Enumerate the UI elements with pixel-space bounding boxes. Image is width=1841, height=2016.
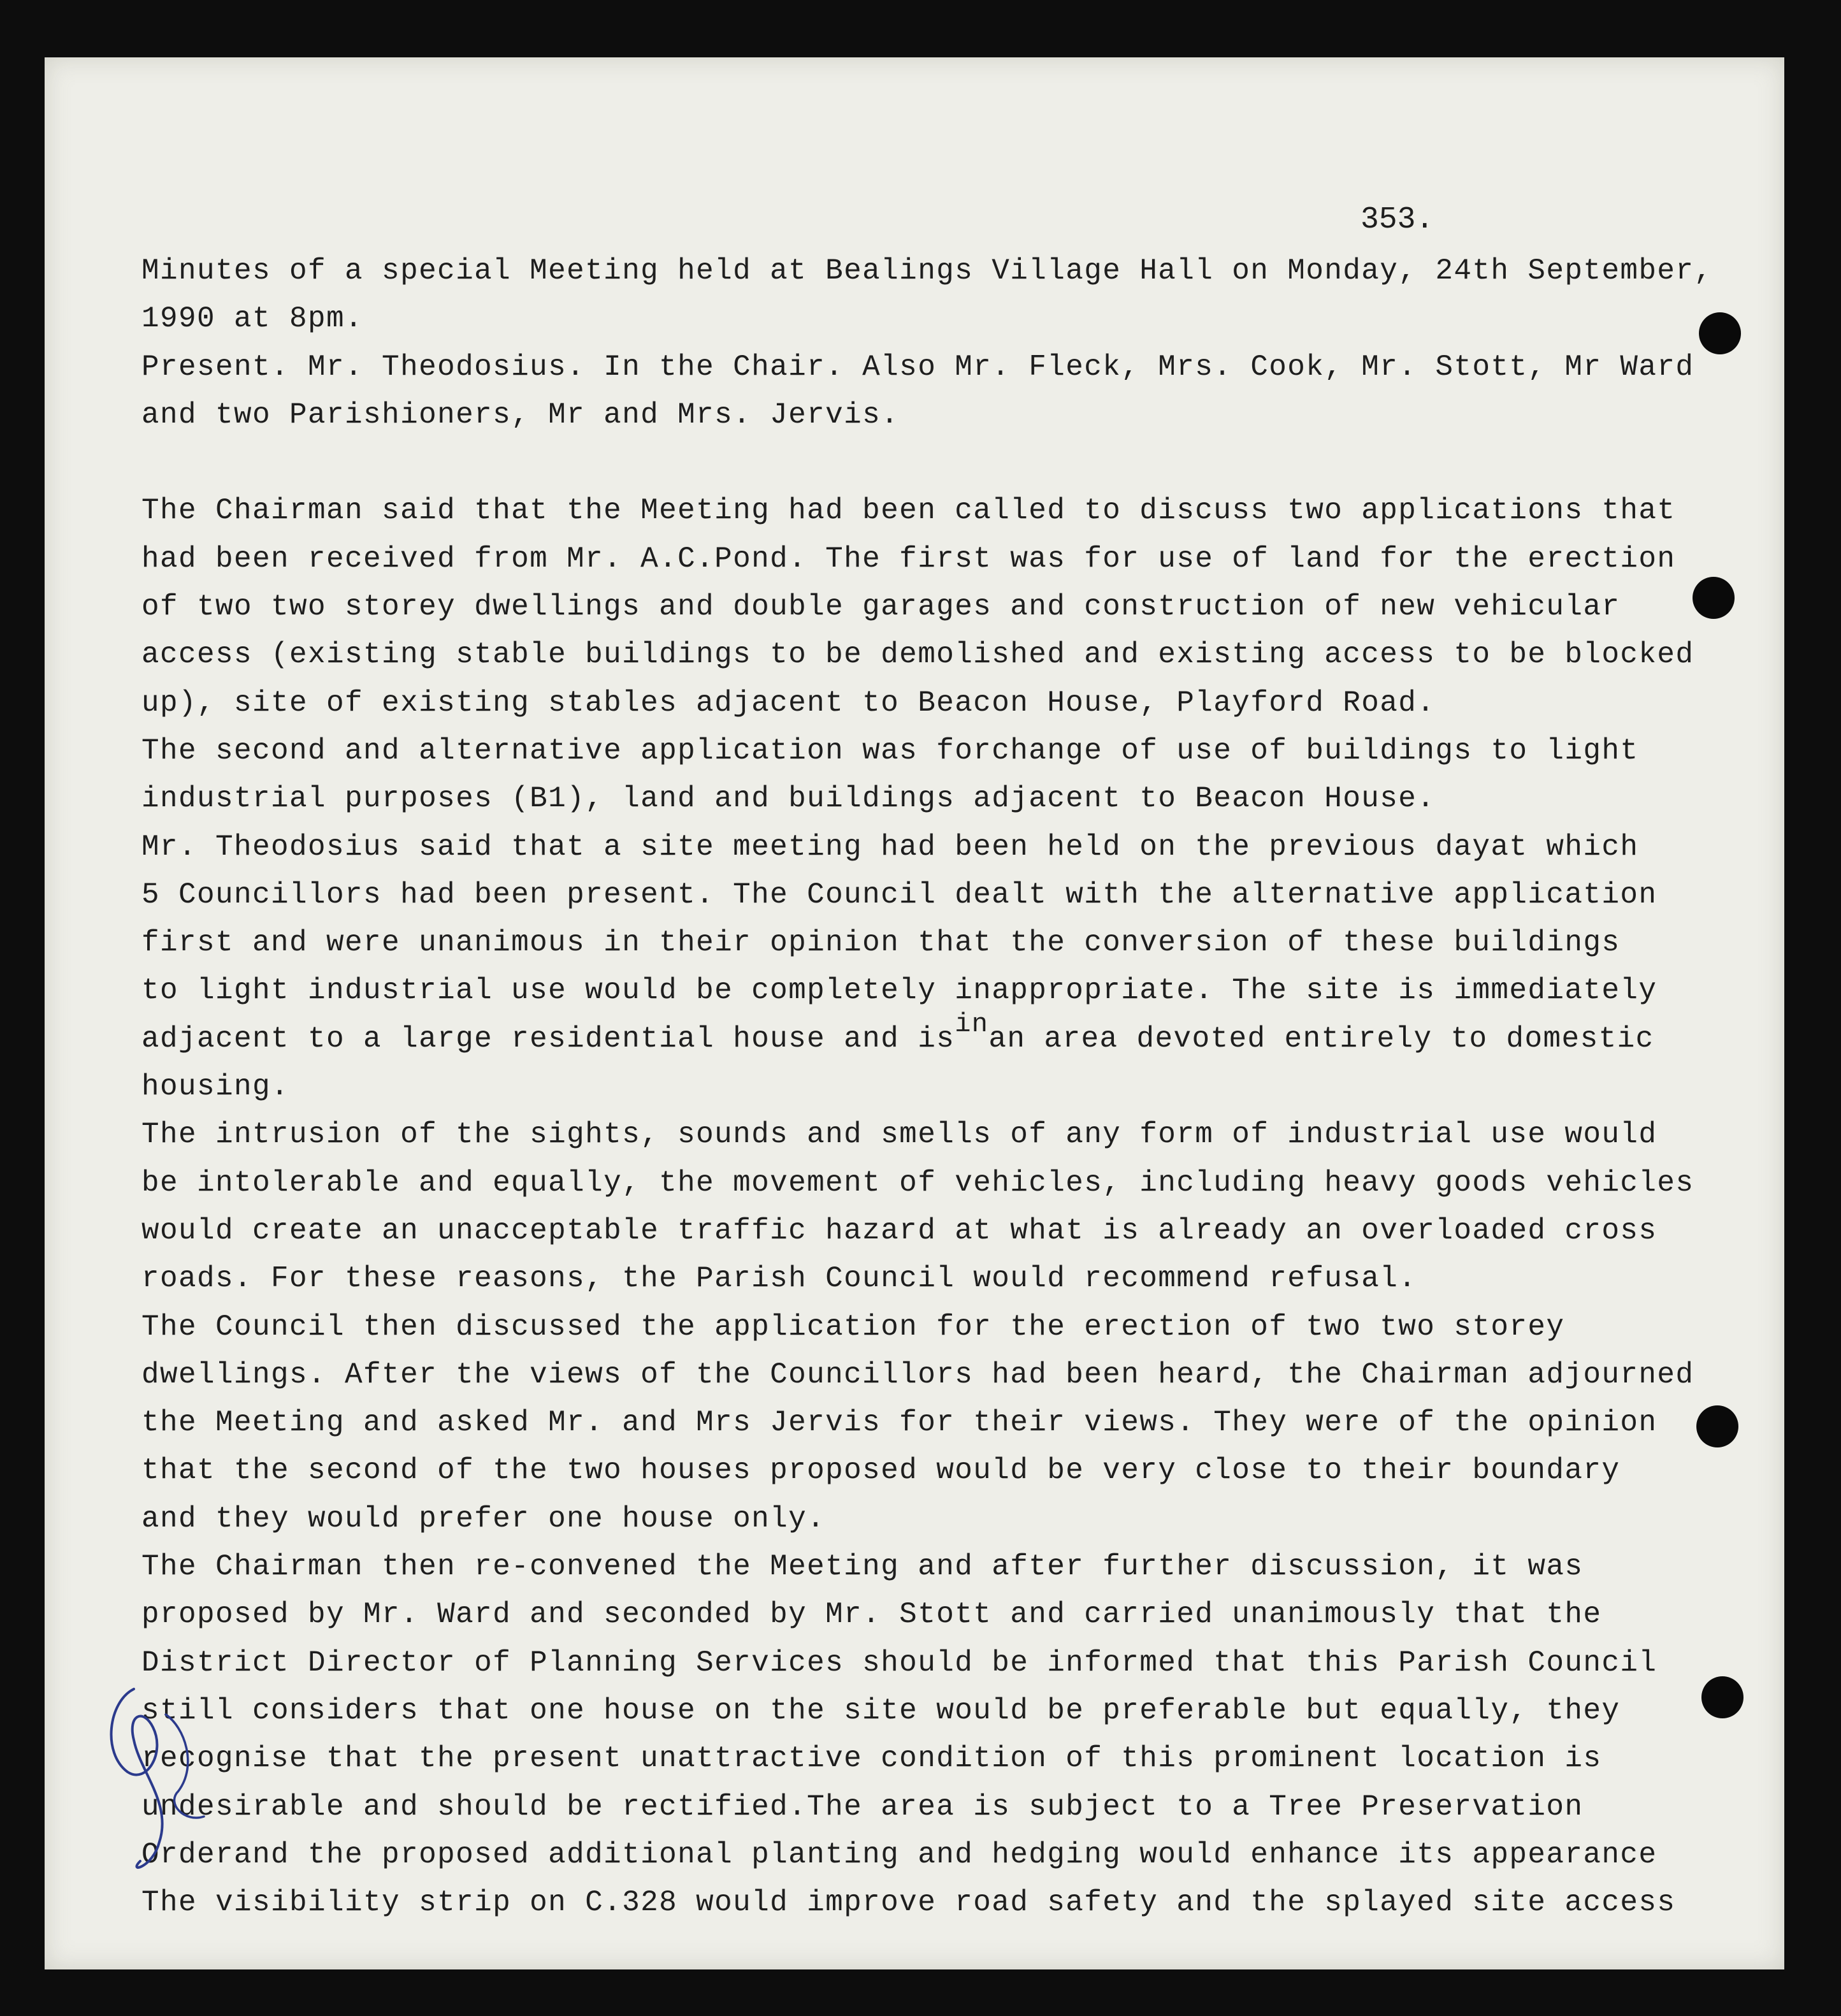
body-line-part: an area devoted entirely to domestic: [988, 1022, 1654, 1055]
body-line: The visibility strip on C.328 would improve road safety and the splayed site access: [141, 1886, 1676, 1920]
body-line: District Director of Planning Services should be informed that this Parish Council: [141, 1646, 1657, 1679]
handwritten-pen-mark: [89, 1676, 255, 1887]
paragraph-gap: [141, 439, 1811, 487]
body-line: the Meeting and asked Mr. and Mrs Jervis for their views. They were of the opinion: [141, 1406, 1657, 1440]
present-line-2: and two Parishioners, Mr and Mrs. Jervis.: [141, 398, 900, 431]
present-line-1: Present. Mr. Theodosius. In the Chair. Also Mr. Fleck, Mrs. Cook, Mr. Stott, Mr Ward: [141, 350, 1694, 384]
body-line: Orderand the proposed additional planting and hedging would enhance its appearance: [141, 1838, 1657, 1871]
body-line: recognise that the present unattractive condition of this prominent location is: [141, 1742, 1602, 1776]
body-line: undesirable and should be rectified.The area is subject to a Tree Preservation: [141, 1790, 1584, 1824]
body-line: would create an unacceptable traffic hazard at what is already an overloaded cross: [141, 1214, 1657, 1247]
body-line: roads. For these reasons, the Parish Council would recommend refusal.: [141, 1262, 1417, 1296]
body-line: The Council then discussed the application for the erection of two two storey: [141, 1310, 1565, 1344]
minutes-text: [141, 247, 1811, 1927]
heading-line-2: 1990 at 8pm.: [141, 302, 364, 336]
page-number: 353.: [1361, 203, 1434, 237]
document-page: [45, 57, 1784, 1969]
body-line-with-insertion: [141, 1008, 1811, 1063]
body-line: up), site of existing stables adjacent to Beacon House, Playford Road.: [141, 686, 1436, 720]
body-line: that the second of the two houses proposed would be very close to their boundary: [141, 1454, 1621, 1488]
body-line: housing.: [141, 1070, 290, 1104]
body-line-part: adjacent to a large residential house and is: [141, 1022, 955, 1055]
body-line: The intrusion of the sights, sounds and smells of any form of industrial use would: [141, 1118, 1657, 1152]
body-line: The Chairman said that the Meeting had been called to discuss two applications that: [141, 494, 1676, 528]
heading-line-1: Minutes of a special Meeting held at Bealings Village Hall on Monday, 24th September,: [141, 254, 1713, 287]
body-line: industrial purposes (B1), land and buildings adjacent to Beacon House.: [141, 782, 1436, 816]
punch-hole: [1701, 1676, 1744, 1718]
punch-hole: [1693, 577, 1735, 619]
body-line: be intolerable and equally, the movement of vehicles, including heavy goods vehicles: [141, 1166, 1694, 1200]
body-line: access (existing stable buildings to be demolished and existing access to be blocked: [141, 638, 1694, 672]
body-line: Mr. Theodosius said that a site meeting had been held on the previous dayat which: [141, 830, 1639, 864]
body-line: dwellings. After the views of the Councillors had been heard, the Chairman adjourned: [141, 1358, 1694, 1391]
body-line: The Chairman then re-convened the Meeting and after further discussion, it was: [141, 1550, 1584, 1584]
body-line: still considers that one house on the site would be preferable but equally, they: [141, 1693, 1621, 1727]
body-line: The second and alternative application was forchange of use of buildings to light: [141, 734, 1639, 767]
body-line: first and were unanimous in their opinion that the conversion of these buildings: [141, 926, 1621, 960]
body-line: proposed by Mr. Ward and seconded by Mr. Stott and carried unanimously that the: [141, 1598, 1602, 1632]
punch-hole: [1696, 1405, 1738, 1447]
body-line: and they would prefer one house only.: [141, 1502, 826, 1535]
handwritten-insertion: in: [955, 1008, 989, 1040]
body-line: to light industrial use would be completely inappropriate. The site is immediately: [141, 974, 1657, 1008]
body-line: of two two storey dwellings and double garages and construction of new vehicular: [141, 590, 1621, 624]
body-line: had been received from Mr. A.C.Pond. The first was for use of land for the erection: [141, 542, 1676, 576]
body-line: 5 Councillors had been present. The Council dealt with the alternative application: [141, 878, 1657, 911]
punch-hole: [1699, 312, 1741, 354]
